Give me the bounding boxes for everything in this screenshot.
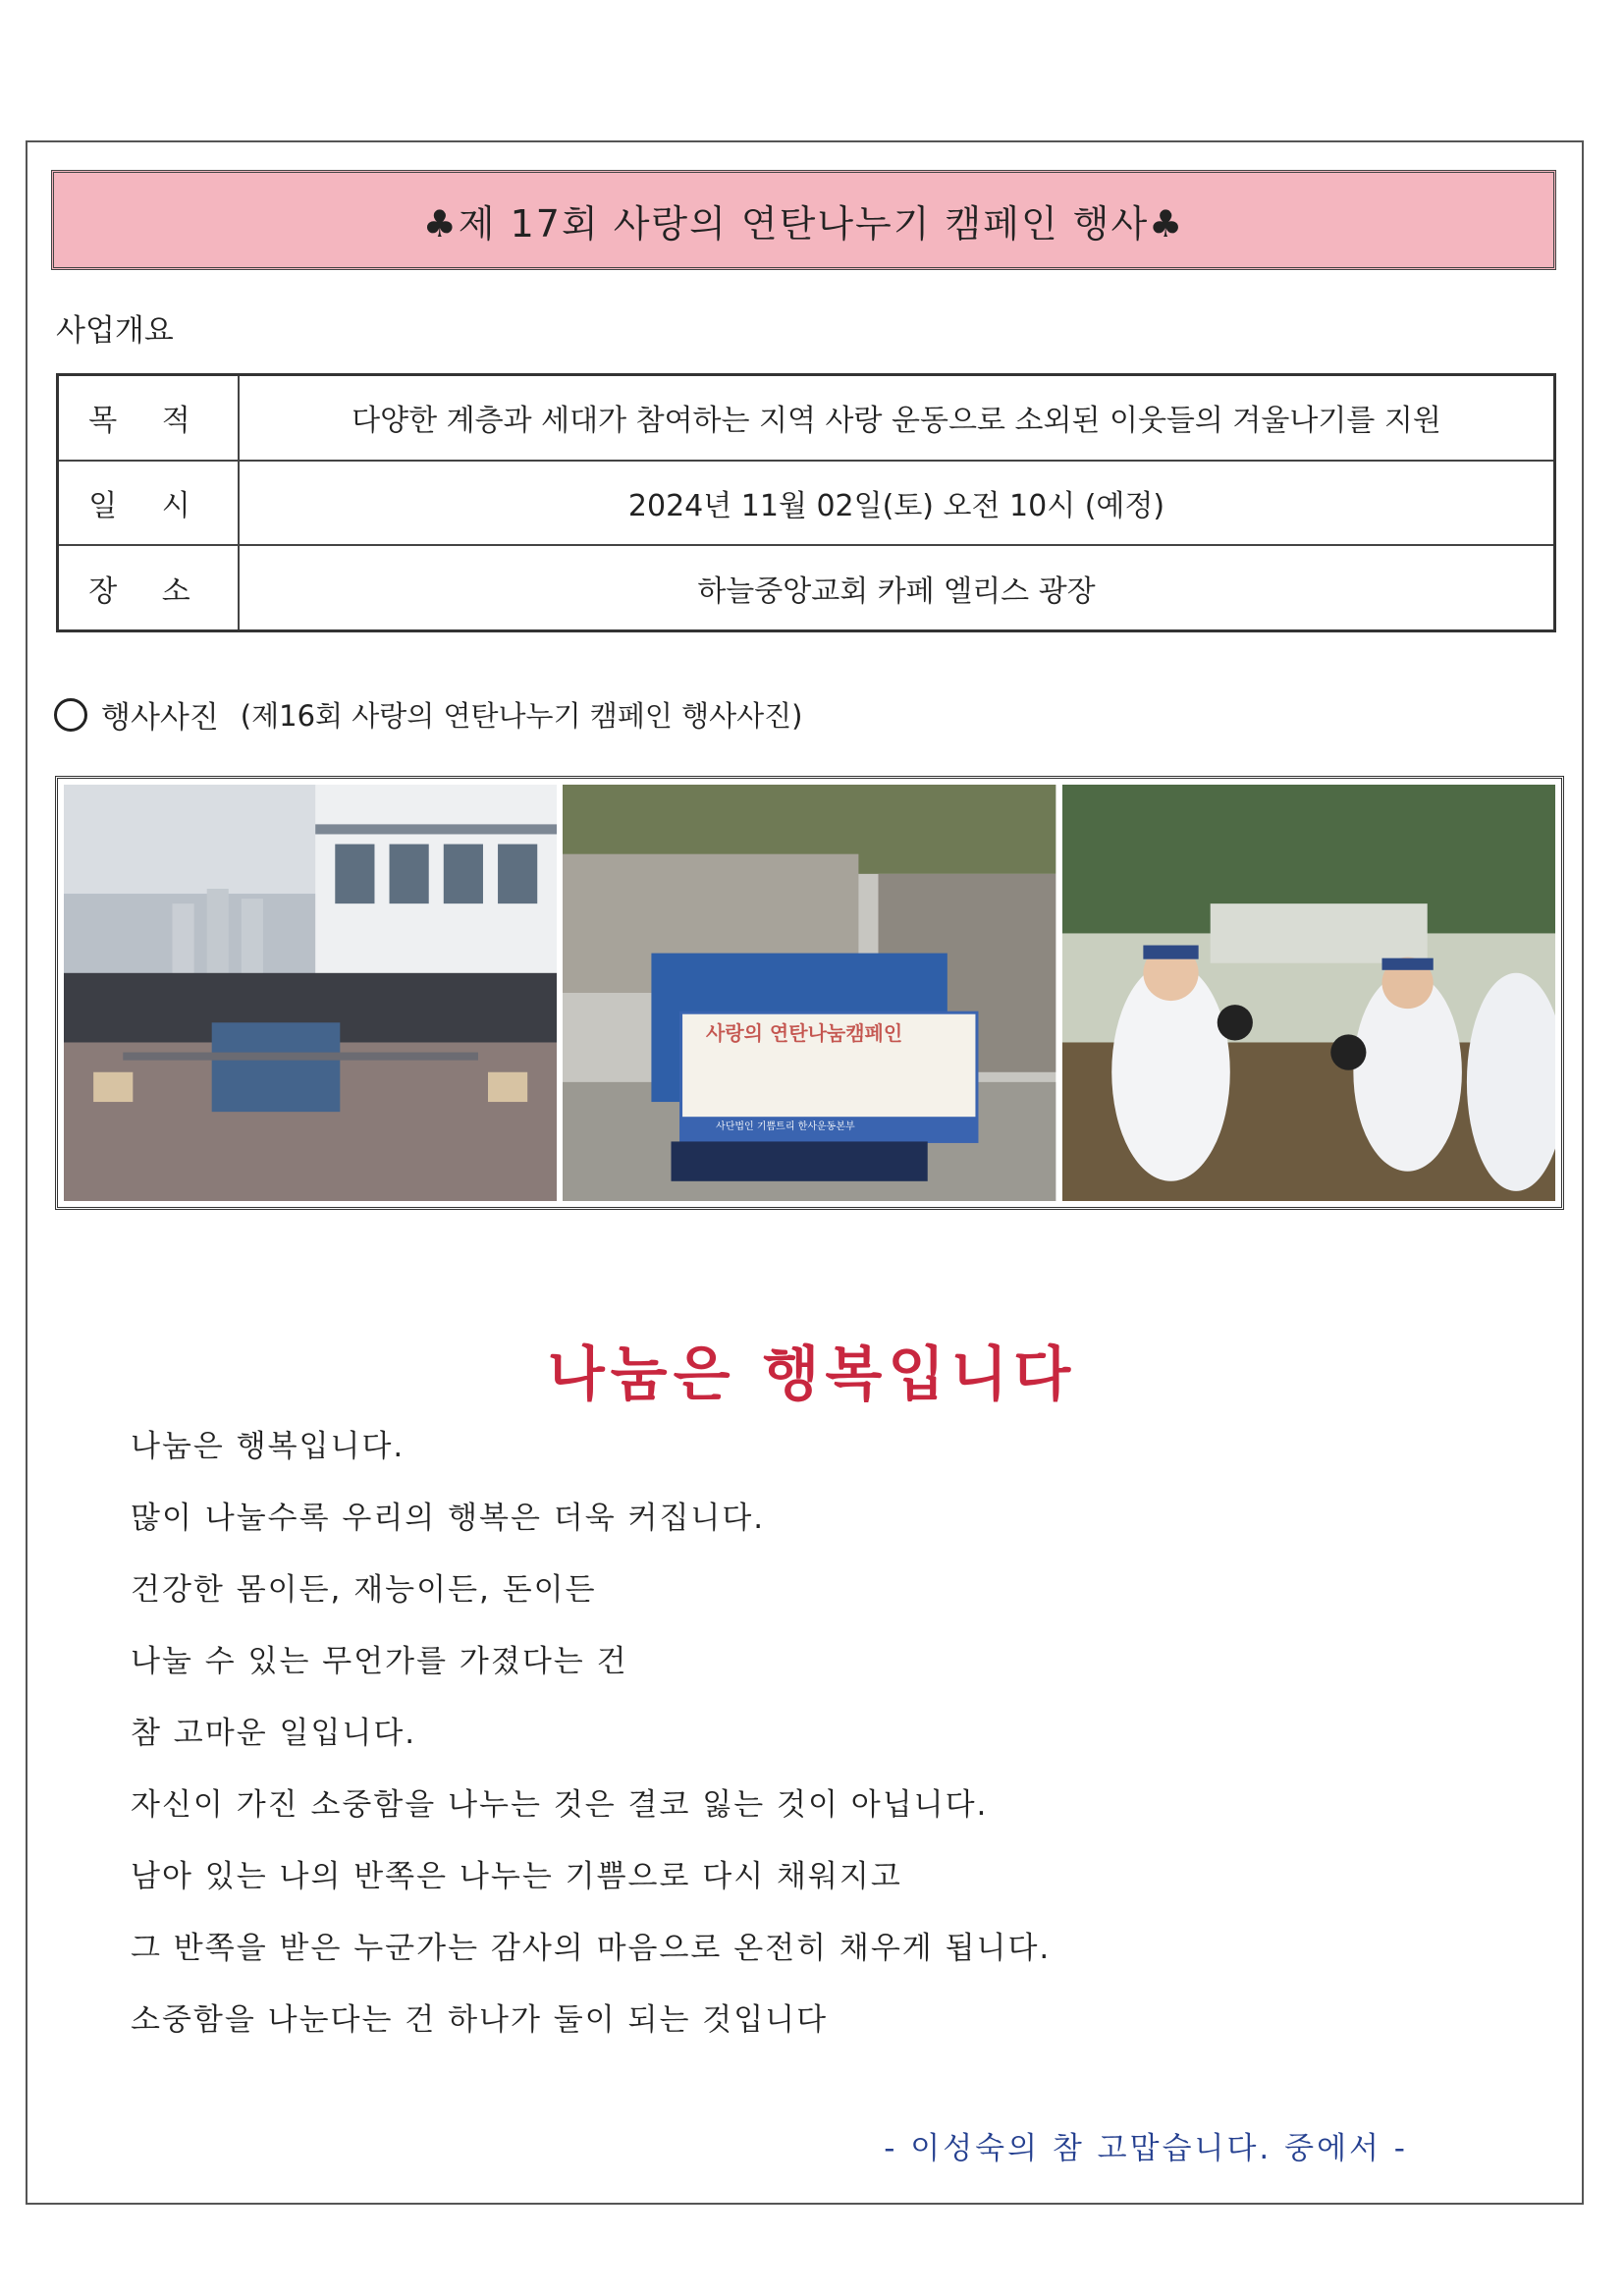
event-photo-strip [55, 776, 1564, 1210]
essay-line: 소중함을 나눈다는 건 하나가 둘이 되는 것입니다 [131, 2002, 829, 2038]
campaign-banner-footer: 사단법인 기쁨트리 한사운동본부 [716, 1121, 855, 1133]
event-photo-volunteers [1062, 785, 1555, 1201]
datetime-label: 일 시 [58, 461, 240, 545]
campaign-banner-text: 사랑의 연탄나눔캠페인 [706, 1021, 903, 1046]
essay-line: 나눌 수 있는 무언가를 가졌다는 건 [131, 1644, 628, 1679]
essay-line: 나눔은 행복입니다. [131, 1429, 406, 1464]
purpose-value: 다양한 계층과 세대가 참여하는 지역 사랑 운동으로 소외된 이웃들의 겨울나기를 지원 [239, 375, 1555, 461]
location-value: 하늘중앙교회 카페 엘리스 광장 [239, 545, 1555, 630]
essay-line: 자신이 가진 소중함을 나누는 것은 결코 잃는 것이 아닙니다. [131, 1787, 989, 1823]
photo-section-heading [54, 692, 802, 737]
essay-line: 건강한 몸이든, 재능이든, 돈이든 [131, 1572, 597, 1608]
table-row [58, 461, 1555, 545]
event-photo-crowd [64, 785, 557, 1201]
essay-line: 참 고마운 일입니다. [131, 1716, 417, 1751]
photo-subheading: (제16회 사랑의 연탄나누기 캠페인 행사사진) [240, 699, 803, 733]
essay-body [131, 1421, 1051, 2066]
overview-table [56, 373, 1556, 632]
essay-line: 남아 있는 나의 반쪽은 나누는 기쁨으로 다시 채워지고 [131, 1859, 902, 1894]
table-row [58, 545, 1555, 630]
event-photo-banner-group [563, 785, 1056, 1201]
event-title-banner: ♣제 17회 사랑의 연탄나누기 캠페인 행사♣ [51, 170, 1556, 270]
overview-section-label: 사업개요 [56, 313, 174, 349]
essay-title: 나눔은 행복입니다 [547, 1340, 1077, 1409]
table-row [58, 375, 1555, 461]
essay-line: 그 반쪽을 받은 누군가는 감사의 마음으로 온전히 채우게 됩니다. [131, 1931, 1052, 1966]
photo-heading-label: 행사사진 [101, 700, 219, 736]
circle-bullet-icon [54, 698, 87, 732]
essay-line: 많이 나눌수록 우리의 행복은 더욱 커집니다. [131, 1501, 766, 1536]
datetime-value: 2024년 11월 02일(토) 오전 10시 (예정) [239, 461, 1555, 545]
essay-attribution: - 이성숙의 참 고맙습니다. 중에서 - [884, 2131, 1408, 2166]
purpose-label: 목 적 [58, 375, 240, 461]
location-label: 장 소 [58, 545, 240, 630]
